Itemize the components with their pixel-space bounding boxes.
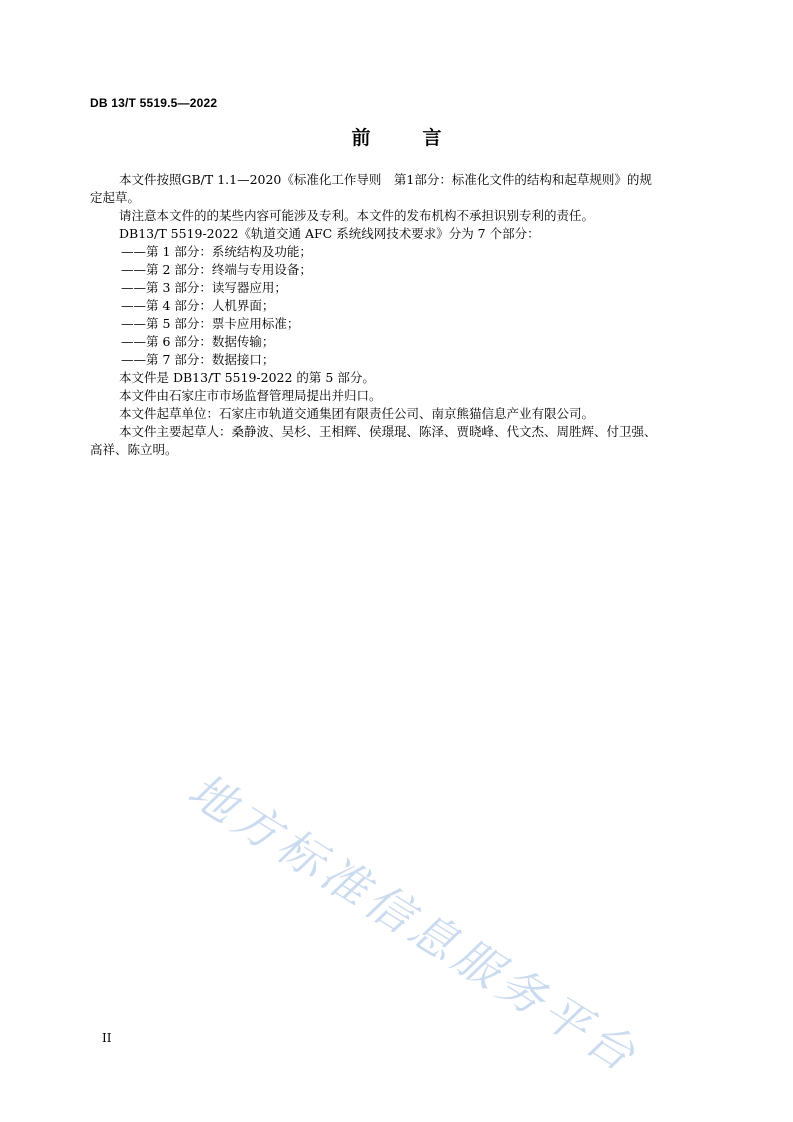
- document-code: DB 13/T 5519.5—2022: [90, 96, 218, 110]
- paragraph-drafters-line2: 高祥、陈立明。: [90, 442, 178, 457]
- paragraph-drafting-rules-line2: 定起草。: [90, 190, 141, 205]
- paragraph-drafting-rules-line1: 本文件按照GB/T 1.1—2020《标准化工作导则 第1部分：标准化文件的结构和起草规则》的规: [119, 172, 652, 187]
- foreword-body: [90, 171, 710, 459]
- watermark: 地方标准信息服务平台: [179, 762, 649, 1084]
- title-char-1: 前: [351, 127, 371, 149]
- list-item-part-4: ——第 4 部分：人机界面；: [121, 298, 275, 313]
- paragraph-part-number: 本文件是 DB13/T 5519-2022 的第 5 部分。: [119, 370, 375, 385]
- page-title: [0, 123, 793, 150]
- list-item-part-3: ——第 3 部分：读写器应用；: [121, 280, 287, 295]
- paragraph-proposer: 本文件由石家庄市市场监督管理局提出并归口。: [119, 388, 382, 403]
- paragraph-drafting-units: 本文件起草单位：石家庄市轨道交通集团有限责任公司、南京熊猫信息产业有限公司。: [119, 406, 595, 421]
- list-item-part-6: ——第 6 部分：数据传输；: [121, 334, 275, 349]
- list-item-part-5: ——第 5 部分：票卡应用标准；: [121, 316, 300, 331]
- paragraph-patent-notice: 请注意本文件的的某些内容可能涉及专利。本文件的发布机构不承担识别专利的责任。: [119, 208, 595, 223]
- page-number: II: [102, 1031, 112, 1045]
- title-char-2: 言: [422, 127, 442, 149]
- list-item-part-7: ——第 7 部分：数据接口；: [121, 352, 275, 367]
- list-item-part-1: ——第 1 部分：系统结构及功能；: [121, 244, 312, 259]
- paragraph-parts-intro: DB13/T 5519-2022《轨道交通 AFC 系统线网技术要求》分为 7 个部分：: [119, 226, 540, 241]
- list-item-part-2: ——第 2 部分：终端与专用设备；: [121, 262, 312, 277]
- paragraph-drafters-line1: 本文件主要起草人：桑静波、吴杉、王相辉、侯璟琨、陈泽、贾晓峰、代文杰、周胜辉、付卫强、: [119, 424, 657, 439]
